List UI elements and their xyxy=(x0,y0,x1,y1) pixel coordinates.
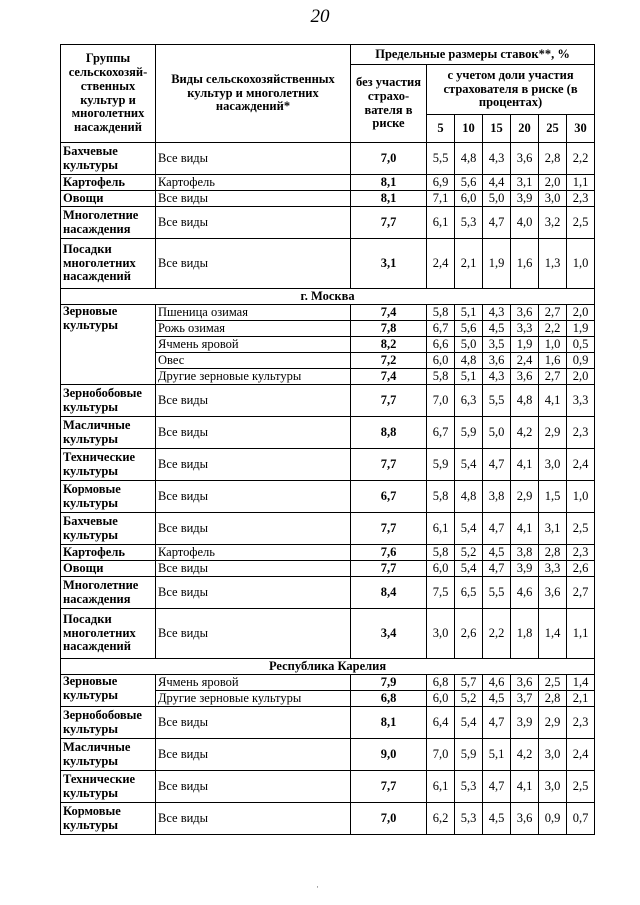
share-rate: 2,1 xyxy=(455,239,483,289)
share-rate: 2,6 xyxy=(455,609,483,659)
share-rate: 4,7 xyxy=(483,561,511,577)
share-rate: 1,5 xyxy=(539,481,567,513)
share-rate: 5,4 xyxy=(455,513,483,545)
share-rate: 4,4 xyxy=(483,175,511,191)
share-rate: 5,0 xyxy=(455,337,483,353)
base-rate: 7,9 xyxy=(351,675,427,691)
crop-group: Масличные культуры xyxy=(61,417,156,449)
crop-group: Зерновые культуры xyxy=(61,675,156,707)
base-rate: 6,8 xyxy=(351,691,427,707)
share-rate: 1,1 xyxy=(567,175,595,191)
table-row xyxy=(61,191,595,207)
crop-group: Технические культуры xyxy=(61,449,156,481)
share-rate: 4,6 xyxy=(511,577,539,609)
share-rate: 1,1 xyxy=(567,609,595,659)
share-rate: 4,3 xyxy=(483,369,511,385)
share-rate: 3,0 xyxy=(539,771,567,803)
header-share-15: 15 xyxy=(483,115,511,143)
share-rate: 1,4 xyxy=(539,609,567,659)
share-rate: 3,6 xyxy=(511,305,539,321)
share-rate: 6,0 xyxy=(427,691,455,707)
share-rate: 5,4 xyxy=(455,707,483,739)
share-rate: 1,9 xyxy=(483,239,511,289)
base-rate: 8,1 xyxy=(351,707,427,739)
crop-kind: Все виды xyxy=(156,481,351,513)
share-rate: 2,8 xyxy=(539,143,567,175)
share-rate: 5,3 xyxy=(455,771,483,803)
base-rate: 8,1 xyxy=(351,191,427,207)
share-rate: 2,9 xyxy=(511,481,539,513)
region-title: г. Москва xyxy=(61,289,595,305)
base-rate: 7,6 xyxy=(351,545,427,561)
base-rate: 7,0 xyxy=(351,803,427,835)
share-rate: 7,0 xyxy=(427,739,455,771)
share-rate: 5,1 xyxy=(455,305,483,321)
share-rate: 2,3 xyxy=(567,191,595,207)
share-rate: 3,0 xyxy=(427,609,455,659)
scan-mark: · xyxy=(316,882,319,892)
share-rate: 2,1 xyxy=(567,691,595,707)
base-rate: 7,4 xyxy=(351,369,427,385)
share-rate: 3,1 xyxy=(539,513,567,545)
share-rate: 0,9 xyxy=(567,353,595,369)
crop-group: Картофель xyxy=(61,175,156,191)
share-rate: 1,0 xyxy=(567,239,595,289)
crop-kind: Все виды xyxy=(156,771,351,803)
share-rate: 0,7 xyxy=(567,803,595,835)
share-rate: 2,7 xyxy=(539,369,567,385)
share-rate: 5,5 xyxy=(427,143,455,175)
share-rate: 5,5 xyxy=(483,385,511,417)
base-rate: 7,4 xyxy=(351,305,427,321)
share-rate: 5,2 xyxy=(455,545,483,561)
share-rate: 5,3 xyxy=(455,803,483,835)
share-rate: 4,1 xyxy=(511,771,539,803)
region-row xyxy=(61,289,595,305)
crop-kind: Все виды xyxy=(156,803,351,835)
share-rate: 3,6 xyxy=(511,803,539,835)
base-rate: 7,7 xyxy=(351,449,427,481)
share-rate: 4,1 xyxy=(511,513,539,545)
crop-kind: Все виды xyxy=(156,449,351,481)
share-rate: 5,4 xyxy=(455,449,483,481)
table-row xyxy=(61,513,595,545)
share-rate: 5,9 xyxy=(455,739,483,771)
share-rate: 2,3 xyxy=(567,545,595,561)
share-rate: 2,6 xyxy=(567,561,595,577)
share-rate: 5,1 xyxy=(483,739,511,771)
share-rate: 3,6 xyxy=(483,353,511,369)
base-rate: 7,7 xyxy=(351,385,427,417)
base-rate: 8,4 xyxy=(351,577,427,609)
share-rate: 5,3 xyxy=(455,207,483,239)
header-share-30: 30 xyxy=(567,115,595,143)
share-rate: 6,8 xyxy=(427,675,455,691)
table-row xyxy=(61,771,595,803)
base-rate: 7,7 xyxy=(351,771,427,803)
share-rate: 7,5 xyxy=(427,577,455,609)
header-share: с учетом доли участия страхователя в риске (в процентах) xyxy=(427,65,595,115)
share-rate: 4,8 xyxy=(455,353,483,369)
crop-kind: Все виды xyxy=(156,239,351,289)
share-rate: 2,9 xyxy=(539,707,567,739)
crop-group: Многолетние насаждения xyxy=(61,207,156,239)
share-rate: 2,5 xyxy=(567,771,595,803)
header-share-20: 20 xyxy=(511,115,539,143)
crop-group: Овощи xyxy=(61,561,156,577)
share-rate: 0,5 xyxy=(567,337,595,353)
share-rate: 6,1 xyxy=(427,207,455,239)
table-row xyxy=(61,207,595,239)
share-rate: 4,5 xyxy=(483,545,511,561)
share-rate: 2,0 xyxy=(567,305,595,321)
crop-group: Зернобобовые культуры xyxy=(61,707,156,739)
share-rate: 6,2 xyxy=(427,803,455,835)
insurance-rates-table xyxy=(60,44,595,835)
share-rate: 3,7 xyxy=(511,691,539,707)
share-rate: 5,8 xyxy=(427,369,455,385)
share-rate: 5,7 xyxy=(455,675,483,691)
share-rate: 5,0 xyxy=(483,417,511,449)
share-rate: 2,5 xyxy=(539,675,567,691)
share-rate: 2,9 xyxy=(539,417,567,449)
base-rate: 8,8 xyxy=(351,417,427,449)
table-row xyxy=(61,609,595,659)
share-rate: 3,6 xyxy=(511,143,539,175)
share-rate: 3,3 xyxy=(567,385,595,417)
share-rate: 2,0 xyxy=(567,369,595,385)
share-rate: 4,7 xyxy=(483,207,511,239)
share-rate: 7,1 xyxy=(427,191,455,207)
crop-kind: Все виды xyxy=(156,143,351,175)
share-rate: 2,2 xyxy=(567,143,595,175)
base-rate: 7,0 xyxy=(351,143,427,175)
base-rate: 7,7 xyxy=(351,513,427,545)
crop-group: Картофель xyxy=(61,545,156,561)
crop-kind: Все виды xyxy=(156,385,351,417)
share-rate: 2,4 xyxy=(567,739,595,771)
share-rate: 5,9 xyxy=(455,417,483,449)
share-rate: 4,1 xyxy=(539,385,567,417)
crop-kind: Все виды xyxy=(156,609,351,659)
share-rate: 5,0 xyxy=(483,191,511,207)
table-row xyxy=(61,481,595,513)
share-rate: 3,9 xyxy=(511,707,539,739)
crop-group: Бахчевые культуры xyxy=(61,143,156,175)
crop-group: Кормовые культуры xyxy=(61,803,156,835)
share-rate: 4,7 xyxy=(483,771,511,803)
share-rate: 6,1 xyxy=(427,513,455,545)
crop-group: Зерновые культуры xyxy=(61,305,156,385)
share-rate: 5,8 xyxy=(427,305,455,321)
share-rate: 2,2 xyxy=(483,609,511,659)
crop-group: Зернобобовые культуры xyxy=(61,385,156,417)
share-rate: 5,1 xyxy=(455,369,483,385)
share-rate: 1,8 xyxy=(511,609,539,659)
share-rate: 2,0 xyxy=(539,175,567,191)
share-rate: 6,5 xyxy=(455,577,483,609)
share-rate: 4,0 xyxy=(511,207,539,239)
share-rate: 6,0 xyxy=(455,191,483,207)
base-rate: 7,7 xyxy=(351,207,427,239)
crop-group: Посадки многолетних насаждений xyxy=(61,609,156,659)
base-rate: 8,2 xyxy=(351,337,427,353)
share-rate: 4,2 xyxy=(511,417,539,449)
crop-group: Кормовые культуры xyxy=(61,481,156,513)
region-title: Республика Карелия xyxy=(61,659,595,675)
crop-group: Бахчевые культуры xyxy=(61,513,156,545)
share-rate: 5,6 xyxy=(455,175,483,191)
crop-kind: Картофель xyxy=(156,175,351,191)
crop-kind: Картофель xyxy=(156,545,351,561)
share-rate: 2,7 xyxy=(539,305,567,321)
crop-kind: Все виды xyxy=(156,191,351,207)
share-rate: 6,0 xyxy=(427,561,455,577)
table-row xyxy=(61,449,595,481)
share-rate: 2,5 xyxy=(567,207,595,239)
share-rate: 2,4 xyxy=(427,239,455,289)
share-rate: 3,6 xyxy=(511,369,539,385)
crop-group: Многолетние насаждения xyxy=(61,577,156,609)
share-rate: 2,8 xyxy=(539,691,567,707)
share-rate: 5,4 xyxy=(455,561,483,577)
crop-kind: Другие зерновые культуры xyxy=(156,369,351,385)
table-row xyxy=(61,675,595,691)
share-rate: 4,8 xyxy=(455,143,483,175)
share-rate: 2,3 xyxy=(567,707,595,739)
table-row xyxy=(61,707,595,739)
crop-kind: Все виды xyxy=(156,707,351,739)
share-rate: 1,0 xyxy=(539,337,567,353)
share-rate: 2,5 xyxy=(567,513,595,545)
share-rate: 4,3 xyxy=(483,143,511,175)
table-row xyxy=(61,175,595,191)
base-rate: 7,8 xyxy=(351,321,427,337)
crop-kind: Все виды xyxy=(156,561,351,577)
table-header xyxy=(61,45,595,143)
crop-kind: Ячмень яровой xyxy=(156,337,351,353)
base-rate: 8,1 xyxy=(351,175,427,191)
share-rate: 6,7 xyxy=(427,321,455,337)
share-rate: 2,2 xyxy=(539,321,567,337)
share-rate: 1,4 xyxy=(567,675,595,691)
share-rate: 6,0 xyxy=(427,353,455,369)
base-rate: 7,2 xyxy=(351,353,427,369)
header-share-10: 10 xyxy=(455,115,483,143)
header-base: без участия страхо-вателя в риске xyxy=(351,65,427,143)
share-rate: 6,3 xyxy=(455,385,483,417)
share-rate: 6,9 xyxy=(427,175,455,191)
share-rate: 1,9 xyxy=(567,321,595,337)
share-rate: 2,4 xyxy=(511,353,539,369)
share-rate: 4,7 xyxy=(483,449,511,481)
crop-group: Масличные культуры xyxy=(61,739,156,771)
table-row xyxy=(61,239,595,289)
share-rate: 2,7 xyxy=(567,577,595,609)
share-rate: 2,8 xyxy=(539,545,567,561)
share-rate: 1,3 xyxy=(539,239,567,289)
base-rate: 7,7 xyxy=(351,561,427,577)
share-rate: 1,6 xyxy=(511,239,539,289)
base-rate: 3,1 xyxy=(351,239,427,289)
crop-kind: Все виды xyxy=(156,577,351,609)
share-rate: 5,6 xyxy=(455,321,483,337)
share-rate: 5,9 xyxy=(427,449,455,481)
region-row xyxy=(61,659,595,675)
share-rate: 1,9 xyxy=(511,337,539,353)
share-rate: 3,0 xyxy=(539,191,567,207)
share-rate: 4,3 xyxy=(483,305,511,321)
share-rate: 3,0 xyxy=(539,449,567,481)
crop-group: Посадки многолетних насаждений xyxy=(61,239,156,289)
share-rate: 3,2 xyxy=(539,207,567,239)
share-rate: 4,5 xyxy=(483,321,511,337)
header-group: Группы сельскохозяй-ственных культур и многолетних насаждений xyxy=(61,45,156,143)
base-rate: 3,4 xyxy=(351,609,427,659)
share-rate: 3,1 xyxy=(511,175,539,191)
share-rate: 3,6 xyxy=(511,675,539,691)
share-rate: 6,6 xyxy=(427,337,455,353)
share-rate: 3,8 xyxy=(483,481,511,513)
page-number: 20 xyxy=(310,6,330,27)
crop-kind: Все виды xyxy=(156,207,351,239)
share-rate: 6,1 xyxy=(427,771,455,803)
share-rate: 4,1 xyxy=(511,449,539,481)
share-rate: 3,0 xyxy=(539,739,567,771)
header-share-5: 5 xyxy=(427,115,455,143)
table-row xyxy=(61,385,595,417)
share-rate: 5,5 xyxy=(483,577,511,609)
table-body xyxy=(61,143,595,835)
crop-group: Овощи xyxy=(61,191,156,207)
share-rate: 3,9 xyxy=(511,561,539,577)
table-row xyxy=(61,577,595,609)
header-kind: Виды сельскохозяйственных культур и многолетних насаждений* xyxy=(156,45,351,143)
share-rate: 2,4 xyxy=(567,449,595,481)
share-rate: 3,9 xyxy=(511,191,539,207)
crop-kind: Ячмень яровой xyxy=(156,675,351,691)
share-rate: 5,8 xyxy=(427,545,455,561)
header-share-25: 25 xyxy=(539,115,567,143)
share-rate: 7,0 xyxy=(427,385,455,417)
share-rate: 4,6 xyxy=(483,675,511,691)
table-row xyxy=(61,143,595,175)
crop-kind: Все виды xyxy=(156,739,351,771)
crop-kind: Все виды xyxy=(156,417,351,449)
crop-group: Технические культуры xyxy=(61,771,156,803)
table-row xyxy=(61,305,595,321)
base-rate: 9,0 xyxy=(351,739,427,771)
table-row xyxy=(61,545,595,561)
share-rate: 0,9 xyxy=(539,803,567,835)
share-rate: 3,6 xyxy=(539,577,567,609)
share-rate: 4,7 xyxy=(483,513,511,545)
share-rate: 1,0 xyxy=(567,481,595,513)
crop-kind: Другие зерновые культуры xyxy=(156,691,351,707)
share-rate: 4,8 xyxy=(455,481,483,513)
share-rate: 4,7 xyxy=(483,707,511,739)
base-rate: 6,7 xyxy=(351,481,427,513)
crop-kind: Рожь озимая xyxy=(156,321,351,337)
crop-kind: Все виды xyxy=(156,513,351,545)
crop-kind: Пшеница озимая xyxy=(156,305,351,321)
share-rate: 6,7 xyxy=(427,417,455,449)
share-rate: 4,5 xyxy=(483,803,511,835)
share-rate: 3,3 xyxy=(539,561,567,577)
table-row xyxy=(61,803,595,835)
share-rate: 3,3 xyxy=(511,321,539,337)
share-rate: 4,8 xyxy=(511,385,539,417)
table-row xyxy=(61,561,595,577)
share-rate: 5,8 xyxy=(427,481,455,513)
table-row xyxy=(61,739,595,771)
share-rate: 2,3 xyxy=(567,417,595,449)
share-rate: 1,6 xyxy=(539,353,567,369)
table-row xyxy=(61,417,595,449)
share-rate: 4,5 xyxy=(483,691,511,707)
share-rate: 4,2 xyxy=(511,739,539,771)
share-rate: 6,4 xyxy=(427,707,455,739)
share-rate: 3,8 xyxy=(511,545,539,561)
share-rate: 5,2 xyxy=(455,691,483,707)
crop-kind: Овес xyxy=(156,353,351,369)
share-rate: 3,5 xyxy=(483,337,511,353)
header-limits: Предельные размеры ставок**, % xyxy=(351,45,595,65)
